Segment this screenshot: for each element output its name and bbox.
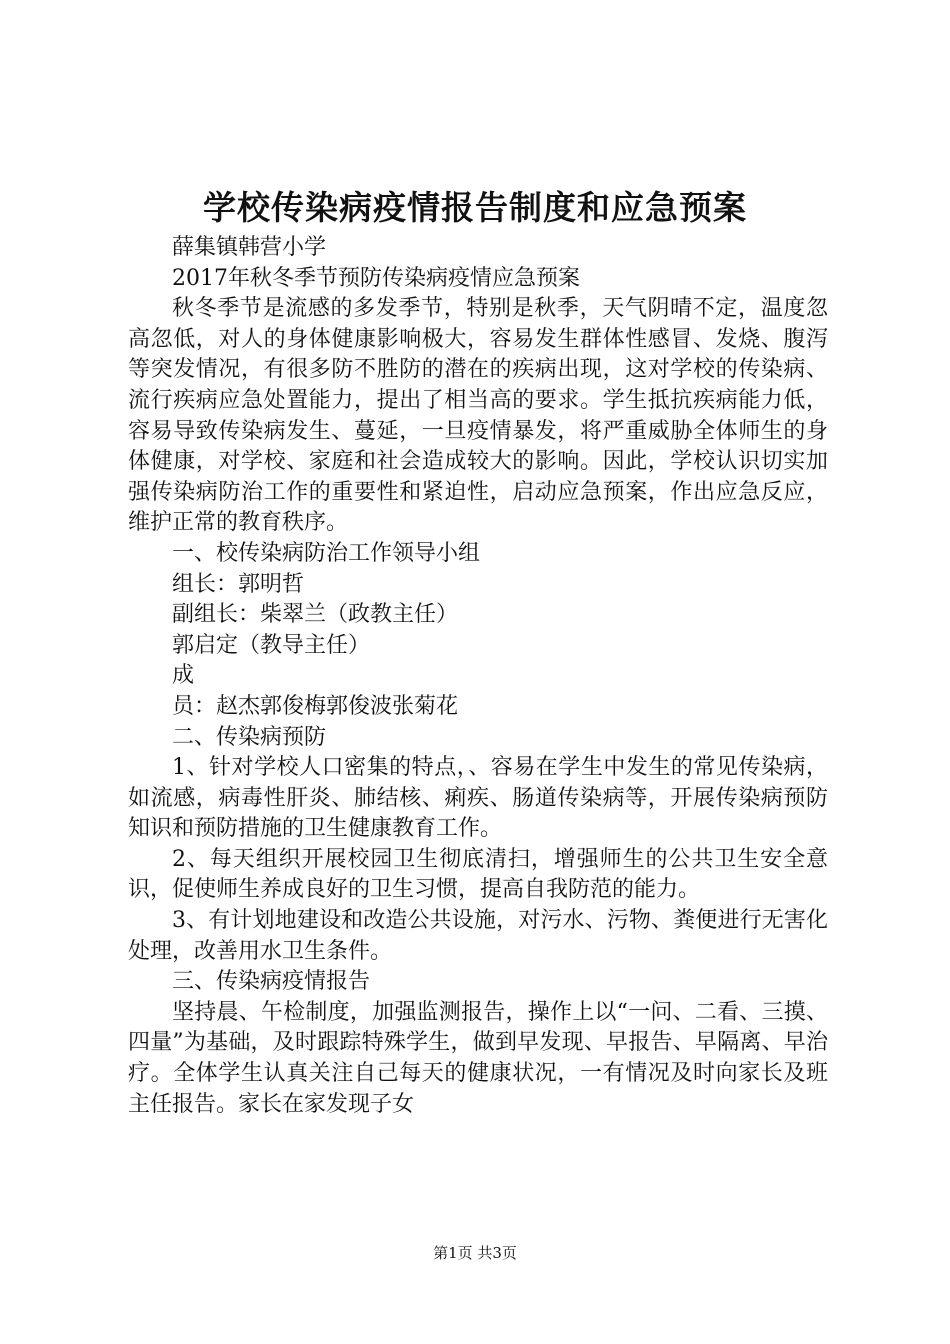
plan-subtitle: 2017年秋冬季节预防传染病疫情应急预案 [172,265,580,291]
prevention-item-1: 1、针对学校人口密集的特点，、容易在学生中发生的常见传染病，如流感，病毒性肝炎、肺结核、痢疾、肠道传染病等，开展传染病预防知识和预防措施的卫生健康教育工作。 [128,755,828,842]
reporting-paragraph: 坚持晨、午检制度，加强监测报告，操作上以“一问、二看、三摸、四量”为基础，及时跟踪特殊学生，做到早发现、早报告、早隔离、早治疗。全体学生认真关注自己每天的健康状况，一有情况及时向家长及班主任报告。家长在家发现子女 [128,999,828,1117]
deputy-leader-line-2: 郭启定（教导主任） [172,632,371,658]
intro-paragraph: 秋冬季节是流感的多发季节，特别是秋季，天气阴晴不定，温度忽高忽低，对人的身体健康影响极大，容易发生群体性感冒、发烧、腹泻等突发情况，有很多防不胜防的潜在的疾病出现，这对学校的传染病、流行疾病应急处置能力，提出了相当高的要求。学生抵抗疾病能力低，容易导致传染病发生、蔓延，一旦疫情暴发，将严重威胁全体师生的身体健康，对学校、家庭和社会造成较大的影响。因此，学校认识切实加强传染病防治工作的重要性和紧迫性，启动应急预案，作出应急反应，维护正常的教育秩序。 [128,296,828,536]
section-heading-prevention: 二、传染病预防 [172,724,327,750]
prevention-item-3: 3、有计划地建设和改造公共设施，对污水、污物、粪便进行无害化处理，改善用水卫生条件。 [128,908,828,964]
members-label-line: 成 [172,663,195,689]
prevention-item-2: 2、每天组织开展校园卫生彻底清扫，增强师生的公共卫生安全意识，促使师生养成良好的卫生习惯，提高自我防范的能力。 [128,846,828,903]
leader-line: 组长：郭明哲 [172,571,305,597]
section-heading-leadership: 一、校传染病防治工作领导小组 [172,540,481,566]
school-name: 薛集镇韩营小学 [172,235,327,260]
page-footer: 第1页 共3页 [433,1244,517,1262]
deputy-leader-line: 副组长：柴翠兰（政教主任） [172,602,459,628]
members-line: 员：赵杰郭俊梅郭俊波张菊花 [172,693,459,719]
document-title: 学校传染病疫情报告制度和应急预案 [203,188,747,227]
section-heading-reporting: 三、传染病疫情报告 [172,969,371,995]
document-body [128,233,828,1120]
